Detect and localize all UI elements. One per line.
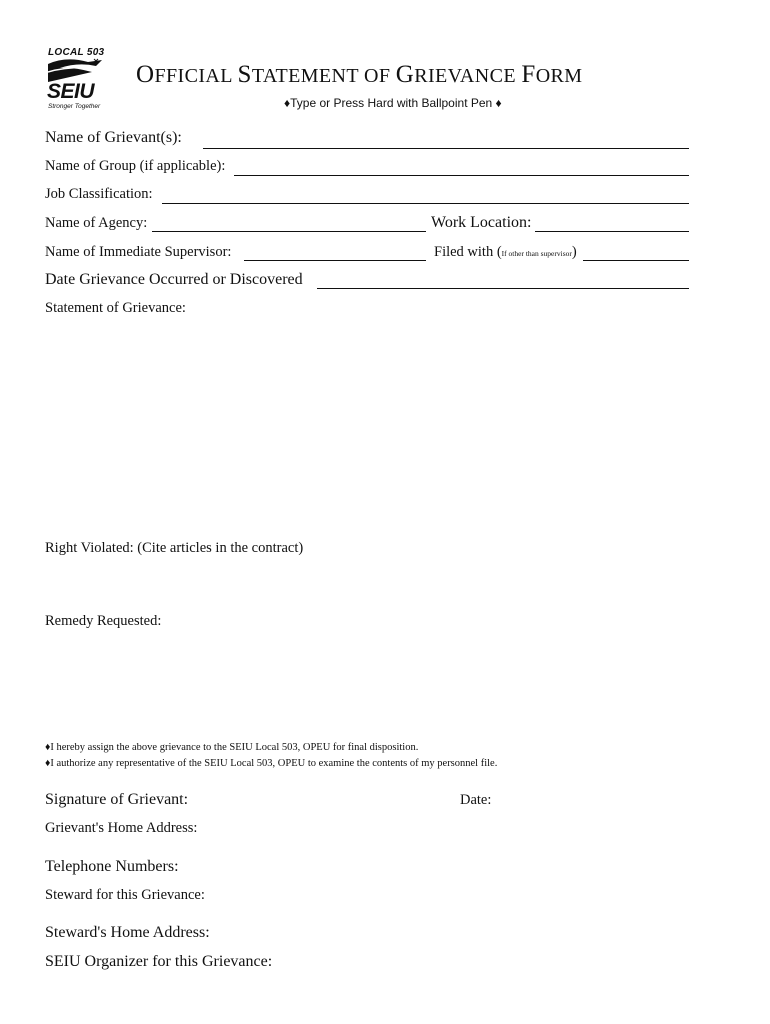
date-occurred-field[interactable] <box>317 288 689 289</box>
seiu-logo <box>44 47 108 113</box>
grievant-name-field[interactable] <box>203 148 689 149</box>
job-classification-label: Job Classification: <box>45 186 153 202</box>
right-violated-label: Right Violated: (Cite articles in the contract) <box>45 540 304 556</box>
signature-field[interactable] <box>200 789 450 809</box>
right-violated-area[interactable] <box>45 562 689 610</box>
statement-label: Statement of Grievance: <box>45 300 186 316</box>
steward-field[interactable] <box>220 885 689 905</box>
supervisor-field[interactable] <box>244 260 426 261</box>
authorization-personnel-file: ♦I authorize any representative of the SEIU Local 503, OPEU to examine the contents of my personnel file. <box>45 758 498 769</box>
telephone-field[interactable] <box>190 856 689 876</box>
group-name-label: Name of Group (if applicable): <box>45 158 226 174</box>
grievant-name-label: Name of Grievant(s): <box>45 129 182 146</box>
authorization-assign: ♦I hereby assign the above grievance to the SEIU Local 503, OPEU for final disposition. <box>45 742 419 753</box>
steward-label: Steward for this Grievance: <box>45 887 205 903</box>
title-cap: F <box>521 61 536 88</box>
filed-with-label <box>434 244 577 261</box>
title-cap: G <box>395 61 415 88</box>
signature-label: Signature of Grievant: <box>45 791 189 808</box>
filed-with-suffix: ) <box>571 244 577 260</box>
date-field[interactable] <box>500 789 689 809</box>
telephone-label: Telephone Numbers: <box>45 858 179 875</box>
group-name-field[interactable] <box>234 175 689 176</box>
organizer-field[interactable] <box>285 951 689 971</box>
filed-with-field[interactable] <box>583 260 689 261</box>
logo-tagline: Stronger Together <box>48 103 101 110</box>
date-label: Date: <box>460 792 492 808</box>
logo-local-text: LOCAL 503 <box>48 47 105 58</box>
title-rest: RIEVANCE <box>414 65 516 87</box>
work-location-field[interactable] <box>535 231 689 232</box>
supervisor-label: Name of Immediate Supervisor: <box>45 244 232 260</box>
date-occurred-label: Date Grievance Occurred or Discovered <box>45 271 303 288</box>
agency-name-label: Name of Agency: <box>45 215 148 231</box>
steward-address-field[interactable] <box>222 922 689 942</box>
logo-swoosh-icon <box>48 58 104 82</box>
home-address-field[interactable] <box>215 818 689 838</box>
filed-with-note: If other than supervisor <box>501 249 572 258</box>
job-classification-field[interactable] <box>162 203 689 204</box>
remedy-label: Remedy Requested: <box>45 613 162 629</box>
title-rest: TATEMENT OF <box>251 65 391 87</box>
title-rest: FFICIAL <box>154 65 233 87</box>
remedy-area[interactable] <box>45 635 689 735</box>
title-rest: ORM <box>535 65 583 87</box>
form-title <box>136 61 582 89</box>
home-address-label: Grievant's Home Address: <box>45 820 198 836</box>
agency-name-field[interactable] <box>152 231 426 232</box>
work-location-label: Work Location: <box>431 214 532 231</box>
logo-seiu-text: SEIU <box>47 80 95 103</box>
filed-with-prefix: Filed with ( <box>434 244 502 260</box>
steward-address-label: Steward's Home Address: <box>45 924 210 941</box>
organizer-label: SEIU Organizer for this Grievance: <box>45 953 273 970</box>
title-cap: S <box>237 61 252 88</box>
title-cap: O <box>136 61 155 88</box>
form-instructions: ♦Type or Press Hard with Ballpoint Pen ♦ <box>284 96 502 110</box>
statement-area[interactable] <box>45 322 689 532</box>
